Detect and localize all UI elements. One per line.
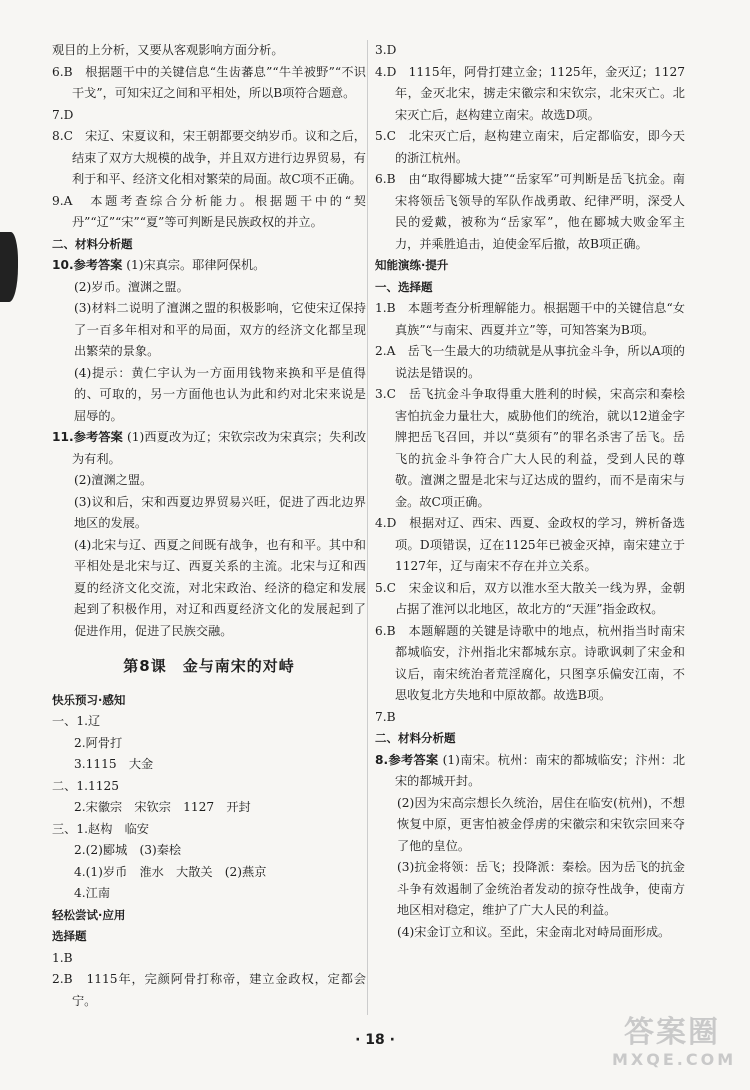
choice-answer: 6.B 本题解题的关键是诗歌中的地点，杭州指当时南宋都城临安，汴州指北宋都城东京。诗歌讽刺了宋金和议后，南宋统治者荒淫腐化，只图享乐偏安江南，不思收复北方失地和中原故都。故选B项。 xyxy=(375,623,685,702)
section-heading: 知能演练·提升 xyxy=(375,258,449,272)
answer-text: (4)宋金订立和议。至此，宋金南北对峙局面形成。 xyxy=(397,924,671,939)
choice-answer: 1.B 本题考查分析理解能力。根据题干中的关键信息“女真族”“与南宋、西夏并立”等，可知答案为B项。 xyxy=(375,301,685,337)
answer-9: 9.A 本题考查综合分析能力。根据题干中的“契丹”“辽”“宋”“夏”等可判断是民族政权的并立。 xyxy=(52,193,366,229)
choice-answer: 3.D xyxy=(375,43,397,57)
question-number: 10. xyxy=(52,258,74,272)
answer-text: (1)西夏改为辽；宋钦宗改为宋真宗；失利改为有利。 xyxy=(72,430,367,466)
right-column xyxy=(375,40,685,943)
choice-answer: 4.D 根据对辽、西宋、西夏、金政权的学习，辨析备选项。D项错误，辽在1125年已被金灭掉，南宋建立于1127年，辽与南宋不存在并立关系。 xyxy=(375,516,685,573)
answer-text: (4)提示：黄仁宇认为一方面用钱物来换和平是值得的、可取的，另一方面他也认为此和约对北宋来说是屈辱的。 xyxy=(74,365,366,423)
preview-item: 二、1.1125 xyxy=(52,778,120,793)
answer-label: 参考答案 xyxy=(73,258,123,272)
watermark-logo xyxy=(612,1015,737,1078)
answer-7: 7.D xyxy=(52,107,74,122)
preview-item: 2.阿骨打 xyxy=(74,735,123,750)
preview-item: 4.江南 xyxy=(74,886,111,900)
preview-item: 2.宋徽宗 宋钦宗 1127 开封 xyxy=(74,800,251,814)
left-column xyxy=(52,40,366,1012)
choice-answer: 5.C 宋金议和后，双方以淮水至大散关一线为界，金朝占据了淮河以北地区，故北方的“天涯”指金政权。 xyxy=(375,580,685,616)
choice-answer: 2.A 岳飞一生最大的功绩就是从事抗金斗争，所以A项的说法是错误的。 xyxy=(375,344,685,380)
answer-text: (4)北宋与辽、西夏之间既有战争，也有和平。其中和平相处是北宋与辽、西夏关系的主流。北宋与辽和西夏的经济文化交流，对北宋政治、经济的稳定和发展起到了积极作用，对辽和西夏经济文化的发展起到了促进作用，促进了民族交融。 xyxy=(74,537,366,638)
question-number: 8. xyxy=(375,752,389,767)
answer-text: (2)因为宋高宗想长久统治，居住在临安(杭州)，不想恢复中原，更害怕被金俘虏的宋徽宗和宋钦宗回来夺了他的皇位。 xyxy=(397,795,685,853)
preview-item: 3.1115 大金 xyxy=(74,757,154,771)
preview-item: 三、1.赵构 临安 xyxy=(52,821,149,836)
answer-8 xyxy=(375,750,685,793)
answer-text: (3)抗金将领：岳飞；投降派：秦桧。因为岳飞的抗金斗争有效遏制了金统治者发动的掠夺性战争，使南方地区相对稳定，维护了广大人民的利益。 xyxy=(397,860,685,917)
choice-answer: 6.B 由“取得郾城大捷”“岳家军”可判断是岳飞抗金。南宋将领岳飞领导的军队作战勇敢、纪律严明，深受人民的爱戴，被称为“岳家军”，他在郾城大败金军主力，并乘胜追击，迫使金军后撤，故B项正确。 xyxy=(375,172,685,251)
answer-text: (3)材料二说明了澶渊之盟的积极影响，它使宋辽保持了一百多年相对和平的局面，双方的经济文化都呈现出繁荣的景象。 xyxy=(74,301,366,358)
page-number: · 18 · xyxy=(355,1032,395,1048)
answer-text: (1)宋真宗。耶律阿保机。 xyxy=(126,258,266,272)
section-heading: 轻松尝试·应用 xyxy=(52,907,126,922)
answer-label: 参考答案 xyxy=(73,430,123,444)
choice-answer: 5.C 北宋灭亡后，赵构建立南宋，后定都临安，即今天的浙江杭州。 xyxy=(375,129,685,165)
choice-answer: 4.D 1115年，阿骨打建立金；1125年，金灭辽；1127年，金灭北宋，掳走宋徽宗和宋钦宗，北宋灭亡。北宋灭亡后，赵构建立南宋。故选D项。 xyxy=(375,64,685,122)
choice-answer: 1.B xyxy=(52,950,73,965)
section-heading: 选择题 xyxy=(52,929,87,943)
choice-answer: 7.B xyxy=(375,709,396,724)
watermark-text: 答案圈 xyxy=(624,1015,720,1050)
preview-item: 一、1.辽 xyxy=(52,714,101,728)
answer-8: 8.C 宋辽、宋夏议和，宋王朝都要交纳岁币。议和之后，结束了双方大规模的战争，并且双方进行边界贸易，有利于和平、经济文化相对繁荣的局面。故C项不正确。 xyxy=(52,129,366,186)
answer-text: (2)岁币。澶渊之盟。 xyxy=(74,279,189,294)
answer-label: 参考答案 xyxy=(388,752,439,767)
choice-answer: 2.B 1115年，完颜阿骨打称帝，建立金政权，定都会宁。 xyxy=(52,972,366,1008)
answer-10 xyxy=(52,255,366,277)
watermark-url: MXQE.COM xyxy=(612,1050,737,1069)
answer-11 xyxy=(52,427,366,470)
binding-mark xyxy=(0,232,18,302)
section-heading: 一、选择题 xyxy=(375,279,433,294)
question-number: 11. xyxy=(52,430,74,444)
choice-answer: 3.C 岳飞抗金斗争取得重大胜利的时候，宋高宗和秦桧害怕抗金力量壮大，威胁他们的统治，就以12道金字牌把岳飞召回，并以“莫须有”的罪名杀害了岳飞。岳飞的抗金斗争符合广大人民的利益，受到人民的尊敬。澶渊之盟是北宋与辽达成的盟约，而不是南宋与金。故C项正确。 xyxy=(375,387,685,509)
preview-item: 2.(2)郾城 (3)秦桧 xyxy=(74,843,182,857)
answer-text: (3)议和后，宋和西夏边界贸易兴旺，促进了西北边界地区的发展。 xyxy=(74,494,366,530)
answer-6: 6.B 根据题干中的关键信息“生齿蕃息”“牛羊被野”“不识干戈”，可知宋辽之间和平相处，所以B项符合题意。 xyxy=(52,64,366,100)
section-heading: 快乐预习·感知 xyxy=(52,692,126,707)
lesson-title: 第8课 金与南宋的对峙 xyxy=(123,657,295,675)
section-heading: 二、材料分析题 xyxy=(52,236,133,251)
answer-line: 观目的上分析，又要从客观影响方面分析。 xyxy=(52,43,284,57)
answer-text: (1)南宋。杭州：南宋的都城临安；汴州：北宋的都城开封。 xyxy=(395,752,686,788)
preview-item: 4.(1)岁币 淮水 大散关 (2)燕京 xyxy=(74,864,267,879)
section-heading: 二、材料分析题 xyxy=(375,731,456,745)
answer-text: (2)澶渊之盟。 xyxy=(74,473,153,487)
column-divider xyxy=(367,40,368,1015)
